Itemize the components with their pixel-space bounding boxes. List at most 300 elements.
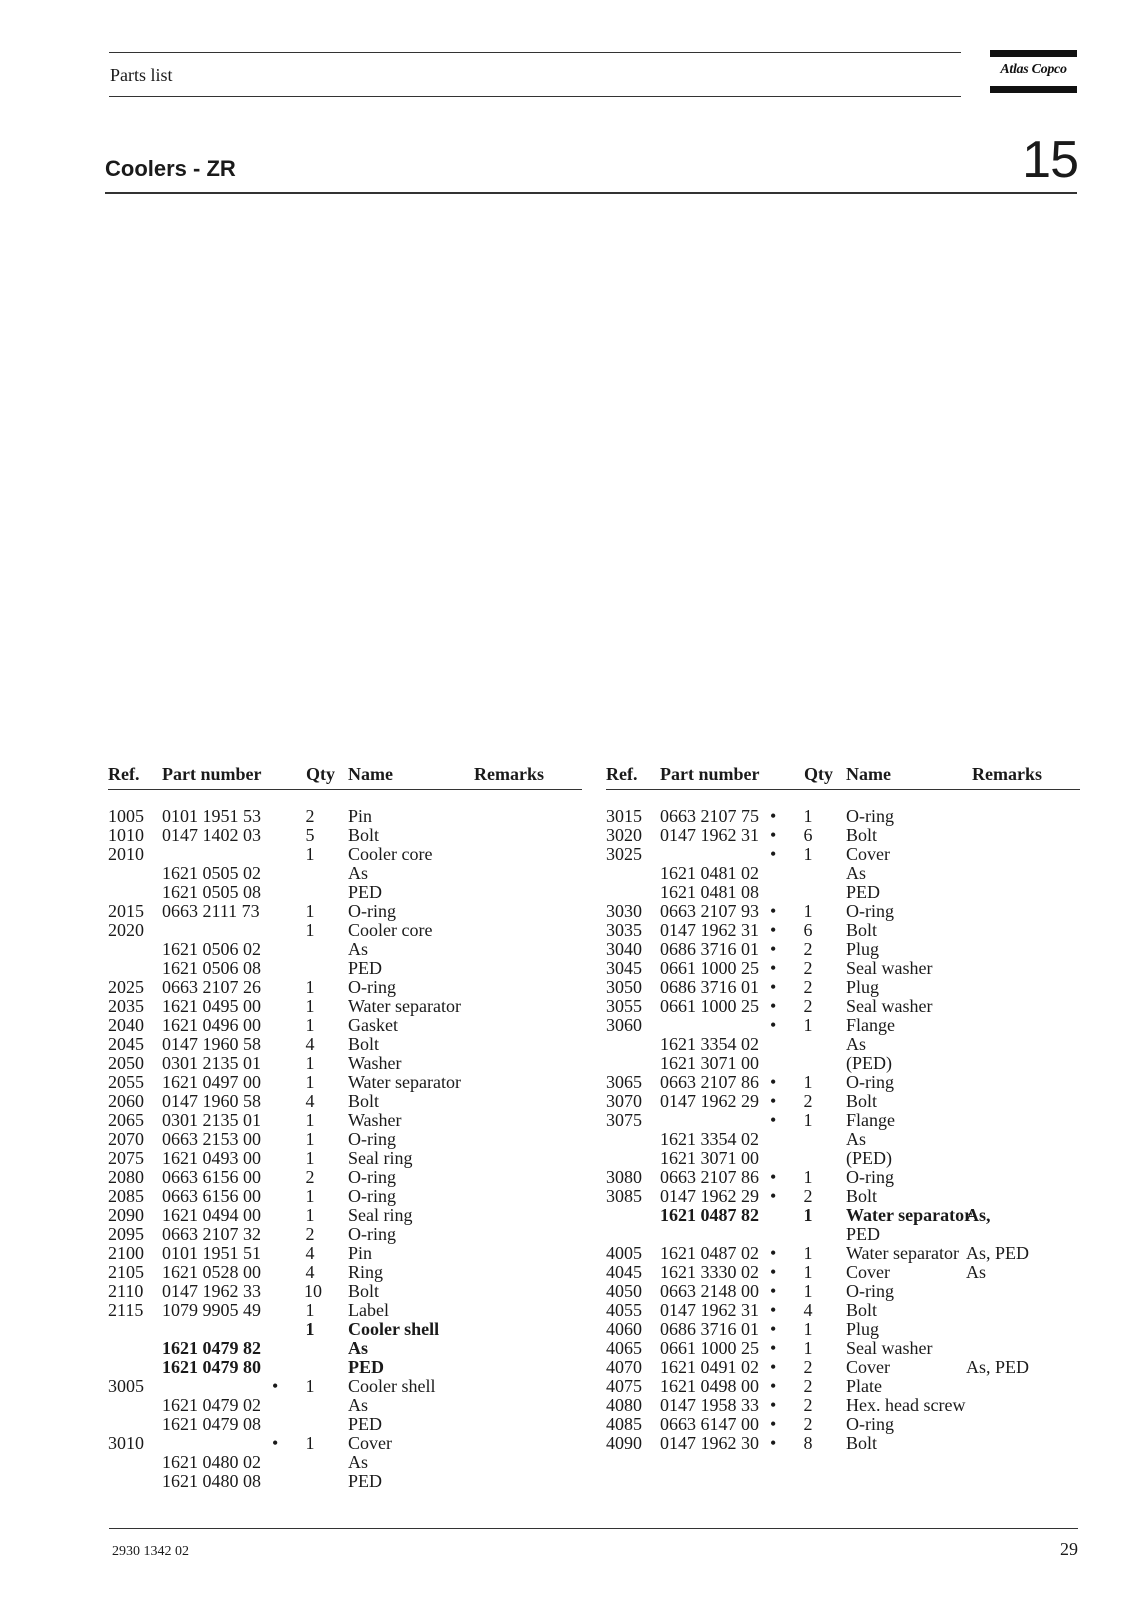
header-qty: Qty [804, 764, 833, 784]
name-cell: Plate [846, 1376, 882, 1396]
ref-cell: 3020 [606, 825, 642, 845]
part-number-cell: 1621 3330 02 [660, 1262, 759, 1282]
part-number-cell: 0147 1962 33 [162, 1281, 261, 1301]
table-row [108, 1282, 582, 1301]
ref-cell: 3030 [606, 901, 642, 921]
qty-cell: 1 [803, 1167, 813, 1187]
qty-cell: 4 [305, 1091, 315, 1111]
qty-cell: 4 [305, 1262, 315, 1282]
qty-cell: 1 [305, 1148, 315, 1168]
name-cell: As [348, 1395, 369, 1415]
ref-cell: 1010 [108, 825, 144, 845]
qty-cell: 2 [803, 939, 813, 959]
table-row [108, 1225, 582, 1244]
name-cell: Seal ring [348, 1148, 413, 1168]
table-row [606, 1396, 1080, 1415]
table-row [108, 1453, 582, 1472]
name-cell: O-ring [846, 901, 894, 921]
ref-cell: 3010 [108, 1433, 144, 1453]
part-number-cell: 0663 2153 00 [162, 1129, 261, 1149]
table-row [108, 1320, 582, 1339]
header-remarks: Remarks [972, 764, 1042, 784]
part-number-cell: 1621 0480 08 [162, 1471, 261, 1491]
name-cell: PED [846, 1224, 881, 1244]
table-row [108, 997, 582, 1016]
bullet-cell: • [770, 977, 777, 997]
part-number-cell: 0661 1000 25 [660, 1338, 759, 1358]
ref-cell: 3080 [606, 1167, 642, 1187]
part-number-cell: 1621 0487 02 [660, 1243, 759, 1263]
part-number-cell: 0663 6156 00 [162, 1167, 261, 1187]
qty-cell: 1 [803, 1281, 813, 1301]
ref-cell: 3005 [108, 1376, 144, 1396]
part-number-cell: 0663 6147 00 [660, 1414, 759, 1434]
name-cell: Bolt [348, 825, 380, 845]
part-number-cell: 0147 1962 31 [660, 1300, 759, 1320]
part-number-cell: 1621 0494 00 [162, 1205, 261, 1225]
bullet-cell: • [770, 939, 777, 959]
name-cell: PED [348, 1357, 384, 1377]
part-number-cell: 0663 2107 32 [162, 1224, 261, 1244]
bullet-cell: • [770, 1395, 777, 1415]
part-number-cell: 0686 3716 01 [660, 977, 759, 997]
ref-cell: 2025 [108, 977, 144, 997]
name-cell: O-ring [348, 901, 396, 921]
name-cell: Cooler shell [348, 1319, 440, 1339]
bullet-cell: • [770, 1357, 777, 1377]
table-header [108, 762, 582, 790]
qty-cell: 10 [304, 1281, 322, 1301]
qty-cell: 1 [803, 1338, 813, 1358]
part-number-cell: 0661 1000 25 [660, 958, 759, 978]
name-cell: O-ring [846, 1281, 894, 1301]
table-row [108, 826, 582, 845]
part-number-cell: 1079 9905 49 [162, 1300, 261, 1320]
name-cell: Seal washer [846, 996, 933, 1016]
name-cell: Plug [846, 939, 880, 959]
qty-cell: 6 [803, 825, 813, 845]
name-cell: Seal washer [846, 958, 933, 978]
qty-cell: 2 [803, 1414, 813, 1434]
name-cell: Cover [846, 1357, 890, 1377]
table-row [606, 1187, 1080, 1206]
qty-cell: 1 [803, 1015, 813, 1035]
part-number-cell: 1621 0491 02 [660, 1357, 759, 1377]
bullet-cell: • [770, 1338, 777, 1358]
ref-cell: 2090 [108, 1205, 144, 1225]
part-number-cell: 0147 1962 30 [660, 1433, 759, 1453]
ref-cell: 4005 [606, 1243, 642, 1263]
qty-cell: 4 [305, 1034, 315, 1054]
name-cell: Ring [348, 1262, 384, 1282]
part-number-cell: 0147 1962 29 [660, 1091, 759, 1111]
table-row [606, 1339, 1080, 1358]
qty-cell: 2 [305, 1167, 315, 1187]
bullet-cell: • [770, 1262, 777, 1282]
part-number-cell: 1621 3354 02 [660, 1129, 759, 1149]
header-label: Parts list [110, 65, 173, 85]
qty-cell: 2 [803, 977, 813, 997]
remarks-cell: As, PED [966, 1243, 1030, 1263]
bullet-cell: • [272, 1433, 279, 1453]
remarks-cell: As, PED [966, 1357, 1030, 1377]
bullet-cell: • [770, 996, 777, 1016]
ref-cell: 2055 [108, 1072, 144, 1092]
chapter-number: 15 [1022, 131, 1078, 189]
qty-cell: 1 [305, 1129, 315, 1149]
name-cell: O-ring [348, 1129, 396, 1149]
table-row [606, 1377, 1080, 1396]
header-name: Name [348, 764, 393, 784]
name-cell: Seal washer [846, 1338, 933, 1358]
table-row [108, 1168, 582, 1187]
table-row [606, 864, 1080, 883]
ref-cell: 3055 [606, 996, 642, 1016]
part-number-cell: 0147 1962 31 [660, 920, 759, 940]
qty-cell: 2 [803, 1091, 813, 1111]
table-row [606, 940, 1080, 959]
name-cell: Cover [846, 1262, 890, 1282]
ref-cell: 2100 [108, 1243, 144, 1263]
table-row [108, 1073, 582, 1092]
bullet-cell: • [770, 1110, 777, 1130]
part-number-cell: 0686 3716 01 [660, 1319, 759, 1339]
name-cell: Bolt [348, 1281, 380, 1301]
qty-cell: 1 [803, 901, 813, 921]
part-number-cell: 0663 2107 75 [660, 806, 759, 826]
qty-cell: 4 [803, 1300, 813, 1320]
header-bottom-rule [109, 96, 961, 97]
table-row [606, 1035, 1080, 1054]
qty-cell: 1 [803, 1072, 813, 1092]
ref-cell: 4045 [606, 1262, 642, 1282]
name-cell: Cooler core [348, 920, 433, 940]
bullet-cell: • [770, 901, 777, 921]
part-number-cell: 1621 0506 08 [162, 958, 261, 978]
name-cell: Bolt [348, 1091, 380, 1111]
table-row [108, 978, 582, 997]
ref-cell: 3085 [606, 1186, 642, 1206]
ref-cell: 4065 [606, 1338, 642, 1358]
ref-cell: 4055 [606, 1300, 642, 1320]
part-number-cell: 1621 0496 00 [162, 1015, 261, 1035]
table-row [108, 845, 582, 864]
table-row [108, 883, 582, 902]
name-cell: O-ring [348, 1186, 396, 1206]
table-row [606, 1263, 1080, 1282]
name-cell: Flange [846, 1015, 895, 1035]
ref-cell: 4080 [606, 1395, 642, 1415]
table-row [606, 826, 1080, 845]
ref-cell: 3025 [606, 844, 642, 864]
table-header [606, 762, 1080, 790]
table-rows [108, 807, 582, 1491]
qty-cell: 2 [803, 1186, 813, 1206]
table-row [108, 1130, 582, 1149]
ref-cell: 4050 [606, 1281, 642, 1301]
remarks-cell: As [966, 1262, 987, 1282]
header-qty: Qty [306, 764, 335, 784]
table-row [108, 1377, 582, 1396]
table-row [108, 1054, 582, 1073]
part-number-cell: 0147 1960 58 [162, 1034, 261, 1054]
name-cell: Flange [846, 1110, 895, 1130]
qty-cell: 4 [305, 1243, 315, 1263]
bullet-cell: • [770, 1072, 777, 1092]
qty-cell: 1 [803, 1110, 813, 1130]
part-number-cell: 0663 2107 86 [660, 1167, 759, 1187]
ref-cell: 3040 [606, 939, 642, 959]
name-cell: Pin [348, 1243, 373, 1263]
table-row [108, 1415, 582, 1434]
table-row [108, 807, 582, 826]
name-cell: Water separator [348, 996, 461, 1016]
table-row [606, 1149, 1080, 1168]
part-number-cell: 0301 2135 01 [162, 1110, 261, 1130]
header-part-number: Part number [162, 764, 262, 784]
name-cell: Bolt [846, 1433, 878, 1453]
part-number-cell: 1621 0497 00 [162, 1072, 261, 1092]
table-row [606, 1016, 1080, 1035]
qty-cell: 1 [803, 1205, 813, 1225]
name-cell: Bolt [846, 920, 878, 940]
ref-cell: 4085 [606, 1414, 642, 1434]
table-row [606, 1225, 1080, 1244]
name-cell: O-ring [348, 1224, 396, 1244]
ref-cell: 2020 [108, 920, 144, 940]
part-number-cell: 0101 1951 53 [162, 806, 261, 826]
part-number-cell: 0686 3716 01 [660, 939, 759, 959]
qty-cell: 5 [305, 825, 315, 845]
qty-cell: 1 [305, 1205, 315, 1225]
table-row [108, 1301, 582, 1320]
qty-cell: 2 [305, 1224, 315, 1244]
table-row [108, 1472, 582, 1491]
qty-cell: 1 [803, 806, 813, 826]
atlas-copco-logo [990, 50, 1077, 93]
table-row [606, 1054, 1080, 1073]
ref-cell: 2070 [108, 1129, 144, 1149]
name-cell: Cover [846, 844, 890, 864]
name-cell: As [846, 1034, 867, 1054]
table-row [108, 1035, 582, 1054]
part-number-cell: 1621 0481 02 [660, 863, 759, 883]
part-number-cell: 0663 2148 00 [660, 1281, 759, 1301]
logo-wordmark: Atlas Copco [1000, 62, 1067, 77]
table-row [606, 959, 1080, 978]
header-name: Name [846, 764, 891, 784]
table-row [606, 883, 1080, 902]
name-cell: Cover [348, 1433, 392, 1453]
table-row [606, 1282, 1080, 1301]
name-cell: (PED) [846, 1148, 892, 1168]
ref-cell: 2050 [108, 1053, 144, 1073]
page-number: 29 [1060, 1539, 1078, 1559]
ref-cell: 3065 [606, 1072, 642, 1092]
part-number-cell: 1621 0479 80 [162, 1357, 261, 1377]
name-cell: Bolt [846, 1091, 878, 1111]
ref-cell: 2095 [108, 1224, 144, 1244]
title-rule [105, 192, 1077, 194]
part-number-cell: 0301 2135 01 [162, 1053, 261, 1073]
table-row [108, 1092, 582, 1111]
part-number-cell: 0663 2107 86 [660, 1072, 759, 1092]
qty-cell: 1 [803, 1262, 813, 1282]
name-cell: Plug [846, 1319, 880, 1339]
part-number-cell: 1621 0505 02 [162, 863, 261, 883]
ref-cell: 1005 [108, 806, 144, 826]
qty-cell: 1 [305, 844, 315, 864]
bullet-cell: • [770, 844, 777, 864]
part-number-cell: 0663 2111 73 [162, 901, 260, 921]
name-cell: Washer [348, 1110, 402, 1130]
name-cell: PED [348, 1471, 383, 1491]
table-row [108, 1263, 582, 1282]
table-row [108, 1206, 582, 1225]
name-cell: Seal ring [348, 1205, 413, 1225]
qty-cell: 2 [305, 806, 315, 826]
table-row [606, 1320, 1080, 1339]
ref-cell: 2080 [108, 1167, 144, 1187]
ref-cell: 3075 [606, 1110, 642, 1130]
table-row [606, 1111, 1080, 1130]
name-cell: Washer [348, 1053, 402, 1073]
ref-cell: 2040 [108, 1015, 144, 1035]
name-cell: Bolt [846, 825, 878, 845]
part-number-cell: 0661 1000 25 [660, 996, 759, 1016]
bullet-cell: • [770, 1433, 777, 1453]
bullet-cell: • [770, 1414, 777, 1434]
qty-cell: 1 [305, 1433, 315, 1453]
table-row [108, 1396, 582, 1415]
table-row [606, 997, 1080, 1016]
bullet-cell: • [770, 825, 777, 845]
qty-cell: 1 [305, 977, 315, 997]
bullet-cell: • [770, 1091, 777, 1111]
qty-cell: 1 [803, 1243, 813, 1263]
name-cell: Cooler core [348, 844, 433, 864]
ref-cell: 2075 [108, 1148, 144, 1168]
bullet-cell: • [770, 1186, 777, 1206]
table-row [108, 1016, 582, 1035]
part-number-cell: 1621 0528 00 [162, 1262, 261, 1282]
name-cell: As [846, 1129, 867, 1149]
name-cell: Pin [348, 806, 373, 826]
name-cell: O-ring [348, 977, 396, 997]
name-cell: O-ring [846, 806, 894, 826]
qty-cell: 1 [305, 901, 315, 921]
qty-cell: 1 [305, 1186, 315, 1206]
table-row [606, 978, 1080, 997]
table-row [108, 902, 582, 921]
table-row [606, 1168, 1080, 1187]
part-number-cell: 0663 2107 26 [162, 977, 261, 997]
ref-cell: 3035 [606, 920, 642, 940]
table-row [606, 1206, 1080, 1225]
qty-cell: 2 [803, 958, 813, 978]
name-cell: Bolt [846, 1186, 878, 1206]
bullet-cell: • [770, 1376, 777, 1396]
qty-cell: 6 [803, 920, 813, 940]
part-number-cell: 0147 1958 33 [660, 1395, 759, 1415]
bullet-cell: • [770, 1015, 777, 1035]
footer-rule [109, 1528, 1078, 1529]
qty-cell: 1 [305, 1319, 315, 1339]
table-row [606, 845, 1080, 864]
bullet-cell: • [770, 958, 777, 978]
ref-cell: 2035 [108, 996, 144, 1016]
bullet-cell: • [272, 1376, 279, 1396]
remarks-cell: As, [966, 1205, 991, 1225]
name-cell: Plug [846, 977, 880, 997]
header-remarks: Remarks [474, 764, 544, 784]
table-row [606, 1130, 1080, 1149]
name-cell: PED [846, 882, 881, 902]
table-row [606, 807, 1080, 826]
qty-cell: 2 [803, 1376, 813, 1396]
name-cell: As [348, 1452, 369, 1472]
name-cell: As [348, 939, 369, 959]
part-number-cell: 1621 0493 00 [162, 1148, 261, 1168]
name-cell: Water separator [846, 1205, 973, 1225]
bullet-cell: • [770, 1167, 777, 1187]
table-row [108, 1111, 582, 1130]
table-row [606, 1358, 1080, 1377]
qty-cell: 1 [305, 1053, 315, 1073]
bullet-cell: • [770, 1243, 777, 1263]
ref-cell: 2045 [108, 1034, 144, 1054]
ref-cell: 4060 [606, 1319, 642, 1339]
section-title: Coolers - ZR [105, 156, 236, 181]
qty-cell: 1 [803, 844, 813, 864]
table-row [108, 940, 582, 959]
table-row [108, 1187, 582, 1206]
qty-cell: 1 [305, 920, 315, 940]
qty-cell: 2 [803, 1395, 813, 1415]
part-number-cell: 1621 0495 00 [162, 996, 261, 1016]
ref-cell: 3045 [606, 958, 642, 978]
name-cell: O-ring [846, 1167, 894, 1187]
parts-table-right [606, 762, 1080, 1453]
qty-cell: 2 [803, 1357, 813, 1377]
header-ref: Ref. [606, 764, 638, 784]
part-number-cell: 1621 0479 02 [162, 1395, 261, 1415]
ref-cell: 2015 [108, 901, 144, 921]
table-row [606, 902, 1080, 921]
table-row [108, 1149, 582, 1168]
table-row [606, 921, 1080, 940]
ref-cell: 3015 [606, 806, 642, 826]
qty-cell: 1 [305, 996, 315, 1016]
qty-cell: 1 [305, 1072, 315, 1092]
bullet-cell: • [770, 1319, 777, 1339]
table-row [108, 959, 582, 978]
name-cell: O-ring [846, 1072, 894, 1092]
name-cell: PED [348, 882, 383, 902]
bullet-cell: • [770, 1281, 777, 1301]
bullet-cell: • [770, 920, 777, 940]
table-row [108, 1339, 582, 1358]
ref-cell: 2105 [108, 1262, 144, 1282]
part-number-cell: 0101 1951 51 [162, 1243, 261, 1263]
part-number-cell: 0663 2107 93 [660, 901, 759, 921]
header-ref: Ref. [108, 764, 140, 784]
table-row [108, 864, 582, 883]
name-cell: Bolt [348, 1034, 380, 1054]
qty-cell: 1 [305, 1376, 315, 1396]
name-cell: Water separator [846, 1243, 959, 1263]
qty-cell: 1 [803, 1319, 813, 1339]
